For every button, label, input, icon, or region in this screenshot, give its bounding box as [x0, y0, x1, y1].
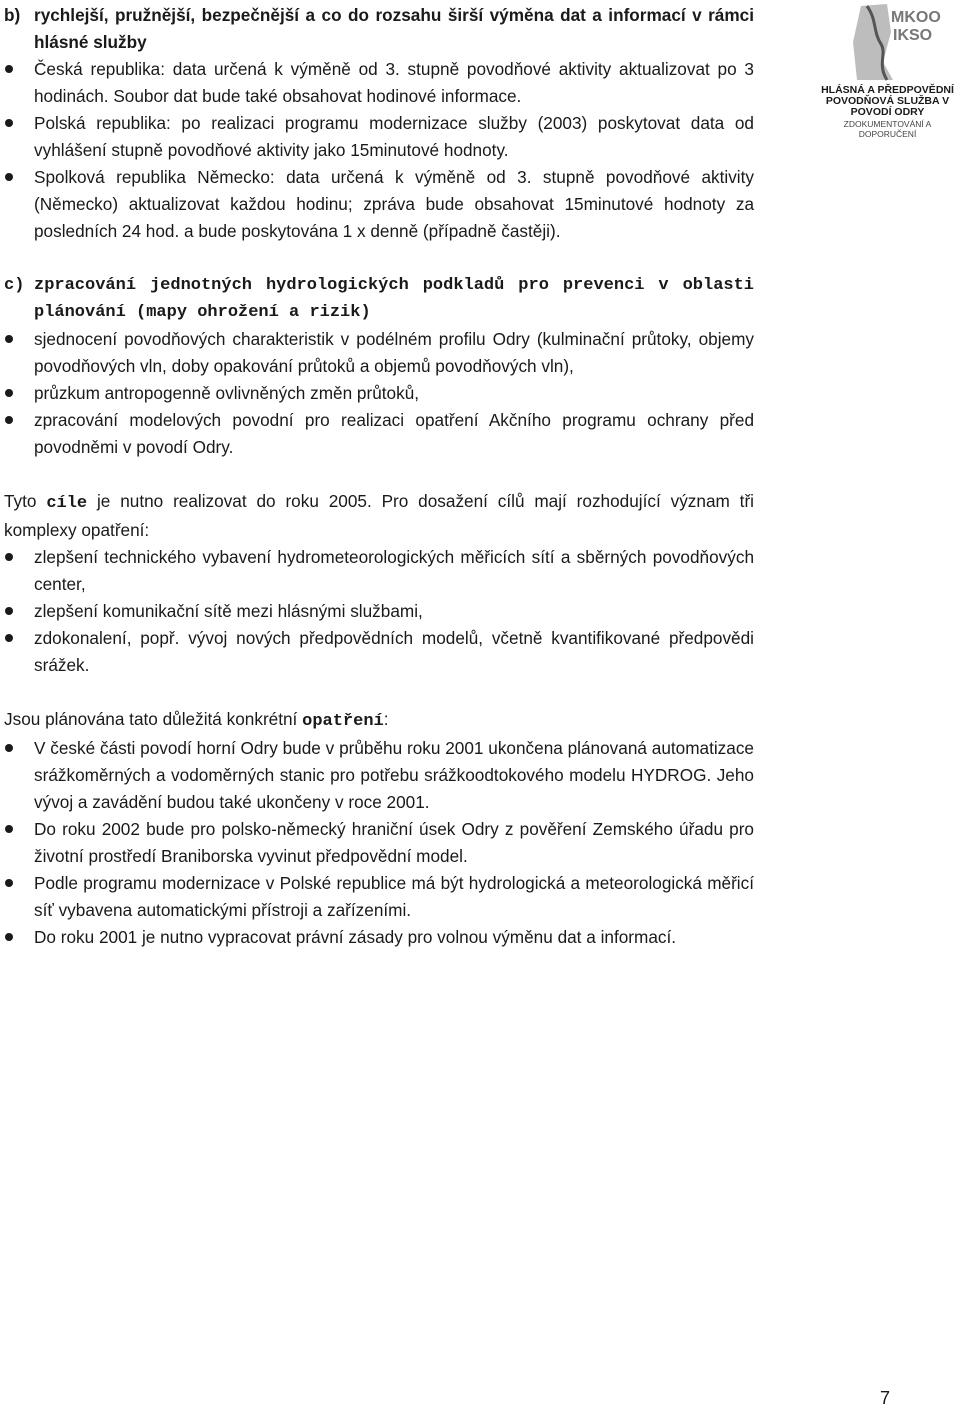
- section-b-heading: [4, 2, 754, 56]
- section-c-title: zpracování jednotných hydrologických podkladů pro prevenci v oblasti plánování (mapy ohrožení a rizik): [34, 276, 754, 322]
- section-c-heading: [4, 272, 754, 326]
- river-map-icon: [847, 2, 941, 82]
- measures-bold: opatření: [302, 712, 384, 731]
- list-item: zpracování modelových povodní pro realizaci opatření Akčního programu ochrany před povodněmi v povodí Odry.: [4, 407, 754, 461]
- logo-subtitle: ZDOKUMENTOVÁNÍ A DOPORUČENÍ: [843, 119, 932, 139]
- list-item: Do roku 2001 je nutno vypracovat právní zásady pro volnou výměnu dat a informací.: [4, 924, 754, 951]
- main-text: [4, 2, 754, 951]
- list-item: Spolková republika Německo: data určená k výměně od 3. stupně povodňové aktivity (Německo) aktualizovat každou hodinu; zpráva bude obsahovat 15minutové hodnoty za posledních 24 hod. a bude poskytována 1 x denně (případně častěji).: [4, 164, 754, 245]
- section-b-title: rychlejší, pružnější, bezpečnější a co do rozsahu širší výměna dat a informací v rámci hlásné služby: [34, 5, 754, 52]
- section-b-label: b): [4, 5, 21, 25]
- logo-title: HLÁSNÁ A PŘEDPOVĚDNÍ POVODŇOVÁ SLUŽBA V POVODÍ ODRY: [821, 84, 954, 118]
- list-item: zlepšení komunikační sítě mezi hlásnými službami,: [4, 598, 754, 625]
- list-item: sjednocení povodňových charakteristik v podélném profilu Odry (kulminační průtoky, objemy povodňových vln, doby opakování průtoků a objemů povodňových vln),: [4, 326, 754, 380]
- logo-mark-bottom: IKSO: [893, 27, 933, 44]
- section-c-list: [4, 326, 754, 461]
- page-number: 7: [880, 1388, 891, 1408]
- list-item: průzkum antropogenně ovlivněných změn průtoků,: [4, 380, 754, 407]
- list-item: Česká republika: data určená k výměně od 3. stupně povodňové aktivity aktualizovat po 3 hodinách. Soubor dat bude také obsahovat hodinové informace.: [4, 56, 754, 110]
- goals-text-post: je nutno realizovat do roku 2005. Pro dosažení cílů mají rozhodující význam tři komplexy opatření:: [4, 491, 754, 540]
- list-item: Podle programu modernizace v Polské republice má být hydrologická a meteorologická měřicí síť vybavena automatickými přístroji a zařízeními.: [4, 870, 754, 924]
- logo-mark-top: MKOO: [891, 9, 941, 26]
- measures-text-post: :: [383, 709, 389, 729]
- list-item: Polská republika: po realizaci programu modernizace služby (2003) poskytovat data od vyhlášení stupně povodňové aktivity jako 15minutové hodnoty.: [4, 110, 754, 164]
- list-item: zlepšení technického vybavení hydrometeorologických měřicích sítí a sběrných povodňových center,: [4, 544, 754, 598]
- list-item: Do roku 2002 bude pro polsko-německý hraniční úsek Odry z pověření Zemského úřadu pro životní prostředí Braniborska vyvinut předpovědní model.: [4, 816, 754, 870]
- measures-text-pre: Jsou plánována tato důležitá konkrétní: [4, 709, 303, 729]
- section-c-label: c): [4, 276, 25, 295]
- list-item: V české části povodí horní Odry bude v průběhu roku 2001 ukončena plánovaná automatizace srážkoměrných a vodoměrných stanic pro potřebu srážkoodtokového modelu HYDROG. Jeho vývoj a zavádění budou také ukončeny v roce 2001.: [4, 735, 754, 816]
- goals-text-pre: Tyto: [4, 491, 47, 511]
- list-item: zdokonalení, popř. vývoj nových předpovědních modelů, včetně kvantifikované předpovědi srážek.: [4, 625, 754, 679]
- section-b-list: [4, 56, 754, 245]
- goals-list: [4, 544, 754, 679]
- measures-paragraph: [4, 706, 754, 735]
- goals-bold: cíle: [46, 494, 88, 513]
- measures-list: [4, 735, 754, 951]
- goals-paragraph: [4, 488, 754, 544]
- mkoo-ikso-logo: [815, 2, 960, 147]
